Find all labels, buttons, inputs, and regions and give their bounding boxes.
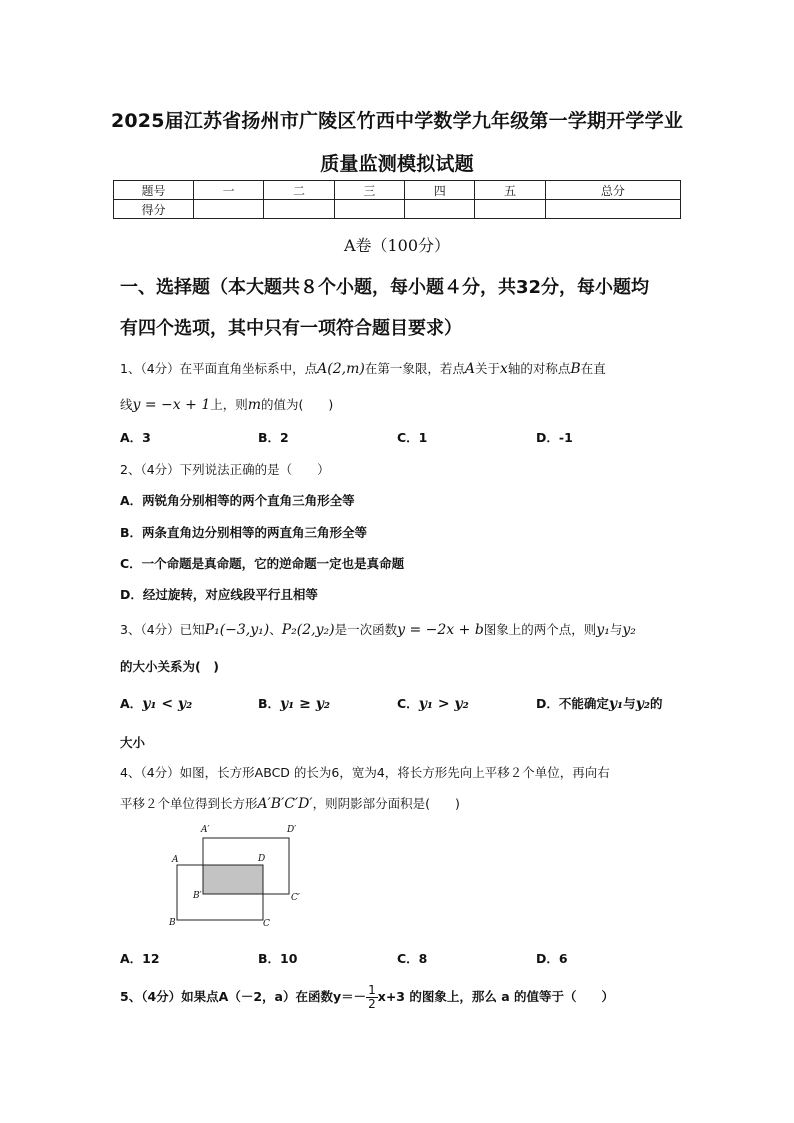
score-table-score-row — [114, 200, 681, 219]
table-cell: 二 — [264, 181, 334, 200]
label-c: C — [263, 919, 270, 929]
score-cell[interactable] — [405, 200, 475, 219]
label-b: B — [169, 918, 176, 928]
q3-var: y₁ — [596, 622, 610, 638]
option-math: y₁ < y₂ — [142, 696, 193, 712]
q1-text: 轴的对称点 — [507, 361, 571, 376]
q3-text: 是一次函数 — [334, 622, 398, 637]
q4-option-a[interactable]: A．12 — [120, 951, 160, 966]
q1-line-1 — [120, 359, 606, 377]
label-d-prime: D′ — [287, 825, 297, 835]
q3-point-p1: P₁(−3,y₁) — [204, 622, 270, 638]
q3-text: 与 — [609, 622, 623, 637]
q1-option-a[interactable]: A．3 — [120, 430, 151, 445]
score-cell[interactable] — [194, 200, 264, 219]
q3-option-a[interactable] — [120, 694, 192, 712]
q1-var: x — [500, 361, 508, 377]
q3-text: 图象上的两个点，则 — [483, 622, 597, 637]
q3-option-b[interactable] — [258, 694, 330, 712]
fraction-denominator: 2 — [368, 997, 376, 1011]
q4-text: 平移２个单位得到长方形 — [120, 796, 258, 811]
q2-option-b[interactable]: B．两条直角边分别相等的两直角三角形全等 — [120, 525, 368, 540]
option-label: B． — [258, 696, 281, 711]
label-b-prime: B′ — [193, 891, 202, 901]
q2-option-a[interactable]: A．两锐角分别相等的两个直角三角形全等 — [120, 493, 355, 508]
q4-option-d[interactable]: D．6 — [536, 951, 568, 966]
q3-line-2: 的大小关系为( ) — [120, 659, 219, 674]
fraction-numerator: 1 — [368, 983, 376, 997]
part1-heading-line-2: 有四个选项，其中只有一项符合题目要求） — [120, 318, 462, 339]
q3-text: 、 — [269, 622, 282, 637]
q4-option-c[interactable]: C．8 — [397, 951, 428, 966]
q3-option-d[interactable] — [536, 694, 662, 712]
label-d: D — [258, 854, 266, 864]
q4-line-2 — [120, 794, 460, 812]
q3-point-p2: P₂(2,y₂) — [281, 622, 335, 638]
q1-option-d[interactable]: D．-1 — [536, 430, 573, 445]
table-cell: 得分 — [114, 200, 194, 219]
q5-line — [120, 984, 614, 1011]
score-table-header-row — [114, 181, 681, 200]
option-label: D．不能确定 — [536, 696, 609, 711]
q3-equation: y = −2x + b — [397, 622, 484, 638]
label-a-prime: A′ — [201, 825, 210, 835]
option-math: y₁ ≥ y₂ — [280, 696, 331, 712]
q4-rect-name: A′B′C′D′ — [257, 796, 313, 812]
q3-line-1 — [120, 620, 636, 638]
table-cell: 三 — [334, 181, 404, 200]
q2-option-c[interactable]: C．一个命题是真命题，它的逆命题一定也是真命题 — [120, 556, 405, 571]
q2-option-d[interactable]: D．经过旋转，对应线段平行且相等 — [120, 587, 318, 602]
q1-text: 上，则 — [210, 397, 248, 412]
q1-equation: y = −x + 1 — [132, 397, 211, 413]
option-math: y₁ — [608, 696, 624, 712]
q4-option-b[interactable]: B．10 — [258, 951, 298, 966]
q1-var: B — [570, 361, 581, 377]
q1-var: A — [464, 361, 475, 377]
q5-text: x+3 的图象上，那么 a 的值等于（ ） — [377, 989, 614, 1004]
option-label: A． — [120, 696, 143, 711]
table-cell: 五 — [475, 181, 545, 200]
q4-figure — [160, 820, 320, 932]
q4-text: ，则阴影部分面积是( ) — [312, 796, 460, 811]
shaded-overlap — [203, 865, 263, 894]
q1-var: m — [247, 397, 262, 413]
q5-text: 5、（4分）如果点A（－2，a）在函数y＝－ — [120, 989, 367, 1004]
q1-text: 1、（4分）在平面直角坐标系中，点 — [120, 361, 318, 376]
option-math: y₂ — [635, 696, 650, 712]
score-table — [113, 180, 681, 219]
q1-text: 线 — [120, 397, 133, 412]
option-math: y₁ > y₂ — [418, 696, 469, 712]
q1-text: 在直 — [580, 361, 606, 376]
score-cell[interactable] — [475, 200, 545, 219]
q1-option-b[interactable]: B．2 — [258, 430, 289, 445]
score-cell[interactable] — [334, 200, 404, 219]
score-cell[interactable] — [264, 200, 334, 219]
q1-line-2 — [120, 395, 333, 413]
table-cell: 总分 — [545, 181, 680, 200]
option-label: 与 — [623, 696, 636, 711]
q4-line-1: 4、（4分）如图，长方形ABCD 的长为6，宽为4，将长方形先向上平移２个单位，再向右 — [120, 765, 610, 780]
q3-option-c[interactable] — [397, 694, 469, 712]
label-c-prime: C′ — [291, 893, 300, 903]
q1-text: 关于 — [474, 361, 500, 376]
option-label: 的 — [649, 696, 663, 711]
table-cell: 四 — [405, 181, 475, 200]
q1-text: 在第一象限，若点 — [364, 361, 465, 376]
title-line-2: 质量监测模拟试题 — [320, 153, 474, 175]
q3-var: y₂ — [622, 622, 636, 638]
q1-text: 的值为( ) — [261, 397, 334, 412]
q1-point-a: A(2,m) — [317, 361, 365, 377]
option-label: C． — [397, 696, 419, 711]
section-title: A卷（100分） — [343, 236, 451, 255]
title-line-1: 2025届江苏省扬州市广陵区竹西中学数学九年级第一学期开学学业 — [110, 110, 684, 132]
table-cell: 题号 — [114, 181, 194, 200]
q5-fraction — [366, 984, 378, 1011]
q3-text: 3、（4分）已知 — [120, 622, 205, 637]
label-a: A — [172, 855, 179, 865]
q3-option-d-wrap: 大小 — [120, 735, 146, 750]
table-cell: 一 — [194, 181, 264, 200]
part1-heading-line-1: 一、选择题（本大题共８个小题，每小题４分，共32分，每小题均 — [120, 277, 650, 298]
q1-option-c[interactable]: C．1 — [397, 430, 428, 445]
q2-stem: 2、（4分）下列说法正确的是（ ） — [120, 462, 330, 477]
score-cell[interactable] — [545, 200, 680, 219]
